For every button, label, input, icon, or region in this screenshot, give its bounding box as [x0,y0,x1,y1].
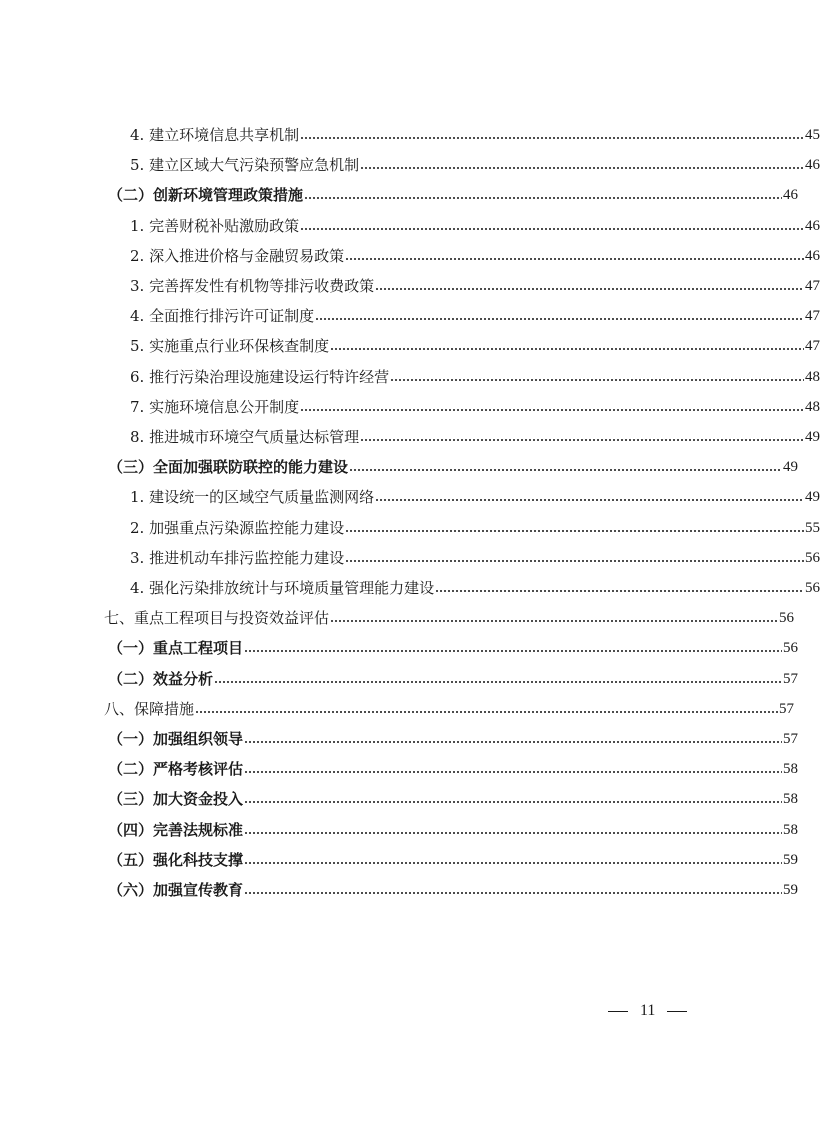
dot-leader [360,154,804,176]
dot-leader [330,607,778,629]
dot-leader [315,305,804,327]
toc-entry[interactable] [0,758,798,780]
toc-entry[interactable] [0,154,820,176]
toc-entry[interactable] [0,275,820,297]
dot-leader [244,637,782,659]
toc-entry-title: 1. 建设统一的区域空气质量监测网络 [130,488,375,506]
toc-entry[interactable] [0,124,820,146]
toc-entry-title: 七、重点工程项目与投资效益评估 [104,609,330,627]
toc-entry[interactable] [0,698,794,720]
toc-entry[interactable] [0,184,798,206]
toc-entry-title: 8. 推进城市环境空气质量达标管理 [130,428,360,446]
toc-entry[interactable] [0,728,798,750]
toc-entry[interactable] [0,305,820,327]
toc-entry-page: 55 [805,520,820,536]
toc-entry-title: （五）强化科技支撑 [108,851,244,869]
toc-entry-page: 47 [805,308,820,324]
toc-entry-title: 4. 建立环境信息共享机制 [130,126,300,144]
dot-leader [300,396,804,418]
toc-entry-page: 46 [805,248,820,264]
dot-leader [375,486,804,508]
dot-leader [300,124,804,146]
toc-entry-page: 47 [805,278,820,294]
toc-entry-page: 46 [783,187,798,203]
toc-entry-page: 45 [805,127,820,143]
page-number: 11 [640,1002,656,1019]
dot-leader [345,245,804,267]
toc-entry[interactable] [0,426,820,448]
toc-entry[interactable] [0,396,820,418]
toc-entry-title: 6. 推行污染治理设施建设运行特许经营 [130,368,390,386]
toc-entry-title: 4. 全面推行排污许可证制度 [130,307,315,325]
toc-entry-title: （二）创新环境管理政策措施 [108,186,304,204]
toc-entry[interactable] [0,456,798,478]
toc-entry-title: （六）加强宣传教育 [108,881,244,899]
dot-leader [300,215,804,237]
toc-entry-title: 1. 完善财税补贴激励政策 [130,217,300,235]
toc-entry-title: 4. 强化污染排放统计与环境质量管理能力建设 [130,579,435,597]
toc-entry[interactable] [0,668,798,690]
dot-leader [304,184,782,206]
toc-entry[interactable] [0,366,820,388]
toc-entry-title: （一）加强组织领导 [108,730,244,748]
toc-entry-title: 3. 完善挥发性有机物等排污收费政策 [130,277,375,295]
toc-entry[interactable] [0,486,820,508]
toc-entry[interactable] [0,879,798,901]
dot-leader [195,698,778,720]
toc-entry[interactable] [0,637,798,659]
toc-entry-title: 2. 深入推进价格与金融贸易政策 [130,247,345,265]
toc-entry[interactable] [0,849,798,871]
dot-leader [244,879,782,901]
toc-entry-title: （二）效益分析 [108,670,214,688]
dot-leader [375,275,804,297]
toc-entry-page: 57 [783,731,798,747]
toc-entry-page: 48 [805,369,820,385]
toc-entry[interactable] [0,788,798,810]
dot-leader [330,335,804,357]
toc-entry-page: 58 [783,822,798,838]
toc-entry[interactable] [0,577,820,599]
toc-entry-title: 3. 推进机动车排污监控能力建设 [130,549,345,567]
toc-entry-page: 57 [783,671,798,687]
toc-entry-title: （一）重点工程项目 [108,639,244,657]
dot-leader [345,547,804,569]
dot-leader [244,849,782,871]
toc-entry[interactable] [0,607,794,629]
footer-dash-right [667,1011,687,1012]
toc-entry-title: （三）加大资金投入 [108,790,244,808]
dot-leader [345,517,804,539]
dot-leader [244,819,782,841]
toc-entry-page: 46 [805,157,820,173]
toc-entry-title: 7. 实施环境信息公开制度 [130,398,300,416]
toc-entry-page: 47 [805,338,820,354]
toc-entry-title: 5. 建立区域大气污染预警应急机制 [130,156,360,174]
page-footer [608,1000,687,1022]
dot-leader [244,728,782,750]
toc-entry[interactable] [0,819,798,841]
dot-leader [244,758,782,780]
toc-entry-page: 57 [779,701,794,717]
toc-entry-page: 56 [805,550,820,566]
toc-entry-title: 2. 加强重点污染源监控能力建设 [130,519,345,537]
toc-entry-page: 59 [783,882,798,898]
toc-entry[interactable] [0,245,820,267]
toc-entry-page: 46 [805,218,820,234]
toc-entry-page: 48 [805,399,820,415]
dot-leader [214,668,782,690]
toc-entry-title: 八、保障措施 [104,700,195,718]
dot-leader [360,426,804,448]
dot-leader [435,577,804,599]
toc-entry[interactable] [0,335,820,357]
toc-entry[interactable] [0,547,820,569]
toc-entry-page: 49 [805,429,820,445]
toc-entry-page: 58 [783,761,798,777]
toc-entry-page: 59 [783,852,798,868]
toc-entry[interactable] [0,517,820,539]
toc-entry-title: （三）全面加强联防联控的能力建设 [108,458,349,476]
toc-entry[interactable] [0,215,820,237]
dot-leader [390,366,804,388]
toc-entry-page: 56 [805,580,820,596]
toc-entry-page: 49 [805,489,820,505]
toc-entry-title: （二）严格考核评估 [108,760,244,778]
dot-leader [349,456,782,478]
toc-entry-page: 56 [783,640,798,656]
toc-entry-page: 49 [783,459,798,475]
dot-leader [244,788,782,810]
toc-entry-page: 58 [783,791,798,807]
footer-dash-left [608,1011,628,1012]
toc-entry-page: 56 [779,610,794,626]
toc-entry-title: （四）完善法规标准 [108,821,244,839]
toc-entry-title: 5. 实施重点行业环保核查制度 [130,337,330,355]
